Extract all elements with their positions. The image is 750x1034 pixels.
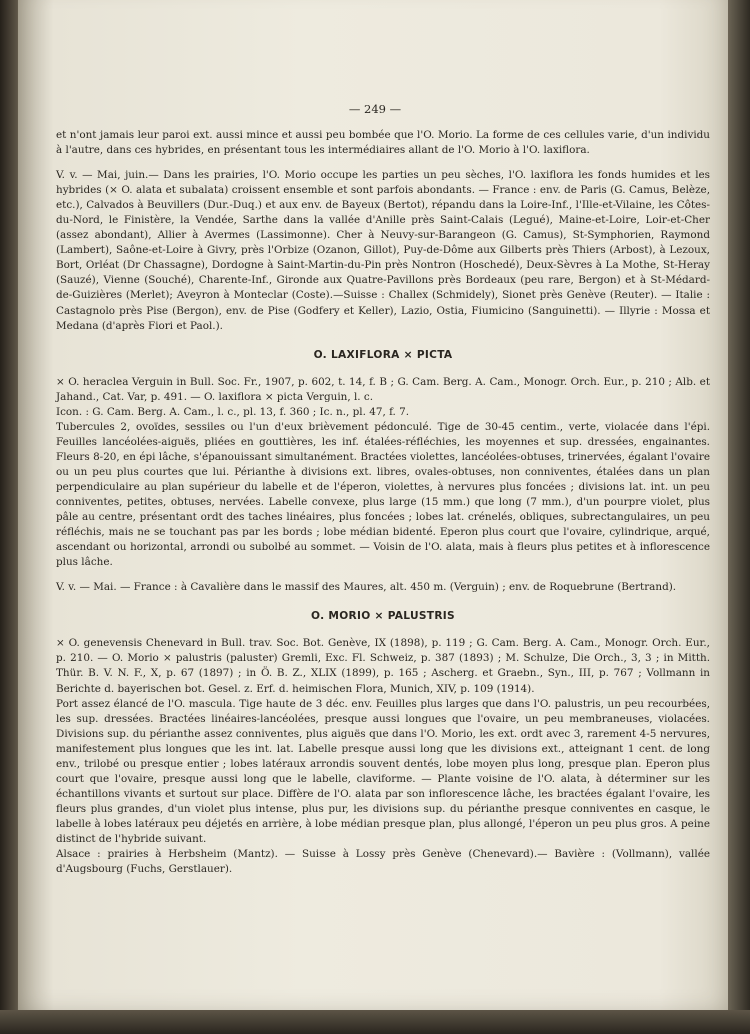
- paragraph: V. v. — Mai, juin.— Dans les prairies, l'O. Morio occupe les parties un peu sèches, l'O. laxiflora les fonds humides et les hybrides (× O. alata et subalata) croissent ensemble et sont parfois abondants. — France : env. de Paris (G. Camus, Belèze, etc.), Calvados à Beuvillers (Dur.-Duq.) et aux env. de Bayeux (Bertot), répandu dans la Loire-Inf., l'Ille-et-Vilaine, les Côtes-du-Nord, le Finistère, la Vendée, Sarthe dans la vallée d'Anille près Saint-Calais (Legué), Maine-et-Loire, Loir-et-Cher (assez abondant), Allier à Avermes (Lassimonne). Cher à Neuvy-sur-Barangeon (G. Camus), St-Symphorien, Raymond (Lambert), Saône-et-Loire à Givry, près l'Orbize (Ozanon, Gillot), Puy-de-Dôme aux Gilberts près Thiers (Arbost), à Lezoux, Bort, Orléat (Dr Chassagne), Dordogne à Saint-Martin-du-Pin près Nontron (Hoschedé), Deux-Sèvres à La Mothe, St-Heray (Sauzé), Vienne (Souché), Charente-Inf., Gironde aux Quatre-Pavillons près Bordeaux (peu rare, Bergon) et à St-Médard-de-Guizières (Merlet); Aveyron à Monteclar (Coste).—Suisse : Challex (Schmidely), Sionet près Genève (Reuter). — Italie : Castagnolo près Pise (Bergon), env. de Pise (Godfery et Keller), Lazio, Ostia, Fiumicino (Sanguinetti). — Illyrie : Mossa et Medana (d'après Fiori et Paol.).: [56, 169, 710, 332]
- paragraph: Tubercules 2, ovoïdes, sessiles ou l'un d'eux brièvement pédonculé. Tige de 30-45 centim., verte, violacée dans l'épi. Feuilles lancéolées-aiguës, pliées en gouttières, les inf. étalées-réfléchies, les moyennes et sup. dressées, engainantes. Fleurs 8-20, en épi lâche, s'épanouissant simultanément. Bractées violettes, lancéolées-obtuses, trinervées, égalant l'ovaire ou un peu plus courtes que lui. Périanthe à divisions ext. libres, ovales-obtuses, non conniventes, étalées dans un plan perpendiculaire au plan supérieur du labelle et de l'éperon, violettes, à nervures plus foncées ; divisions lat. int. un peu conniventes, petites, obtuses, nervées. Labelle convexe, plus large (15 mm.) que long (7 mm.), d'un pourpre violet, plus pâle au centre, présentant ordt des taches linéaires, plus foncées ; lobes lat. crénelés, obliques, subrectangulaires, un peu réfléchis, mais ne se touchant pas par les bords ; lobe médian bidenté. Eperon plus court que l'ovaire, cylindrique, arqué, ascendant ou horizontal, arrondi ou subolbé au sommet. — Voisin de l'O. alata, mais à fleurs plus petites et à inflorescence plus lâche.: [56, 420, 710, 569]
- paragraph: Icon. : G. Cam. Berg. A. Cam., l. c., pl. 13, f. 360 ; Ic. n., pl. 47, f. 7.: [56, 405, 410, 418]
- page-text: [56, 128, 710, 877]
- paragraph: V. v. — Mai. — France : à Cavalière dans le massif des Maures, alt. 450 m. (Verguin) ; env. de Roquebrune (Bertrand).: [56, 581, 677, 594]
- paragraph: Alsace : prairies à Herbsheim (Mantz). — Suisse à Lossy près Genève (Chenevard).— Bavière : (Vollmann), vallée d'Augsbourg (Fuchs, Gerstlauer).: [56, 848, 710, 876]
- section-heading: O. LAXIFLORA × PICTA: [313, 348, 453, 361]
- section-heading: O. MORIO × PALUSTRIS: [311, 610, 455, 623]
- book-cover-edge: [728, 0, 750, 1034]
- paragraph: × O. genevensis Chenevard in Bull. trav. Soc. Bot. Genève, IX (1898), p. 119 ; G. Cam. Berg. A. Cam., Monogr. Orch. Eur., p. 210. — O. Morio × palustris (paluster) Gremli, Exc. Fl. Schweiz, p. 387 (1893) ; M. Schulze, Die Orch., 3, 3 ; in Mitth. Thür. B. V. N. F., X, p. 67 (1897) ; in Ö. B. Z., XLIX (1899), p. 165 ; Ascherg. et Graebn., Syn., III, p. 767 ; Vollmann in Berichte d. bayerischen bot. Gesel. z. Erf. d. heimischen Flora, Munich, XIV, p. 109 (1914).: [56, 637, 710, 695]
- page-number: — 249 —: [348, 102, 402, 116]
- paragraph: Port assez élancé de l'O. mascula. Tige haute de 3 déc. env. Feuilles plus larges que dans l'O. palustris, un peu recourbées, les sup. dressées. Bractées linéaires-lancéolées, presque aussi longues que l'ovaire, un peu membraneuses, violacées. Divisions sup. du périanthe assez conniventes, plus aiguës que dans l'O. Morio, les ext. ordt avec 3, rarement 4-5 nervures, manifestement plus longues que les int. lat. Labelle presque aussi long que les divisions ext., atteignant 1 cent. de long env., trilobé ou presque entier ; lobes latéraux arrondis souvent dentés, lobe moyen plus long, presque plan. Eperon plus court que l'ovaire, presque aussi long que le labelle, claviforme. — Plante voisine de l'O. alata, à déterminer sur les échantillons vivants et surtout sur place. Diffère de l'O. alata par son inflorescence lâche, les bractées égalant l'ovaire, les fleurs plus grandes, d'un violet plus intense, plus pur, les divisions sup. du périanthe presque conniventes en casque, le labelle à lobes latéraux peu déjetés en arrière, à lobe médian presque plan, plus allongé, l'éperon un peu plus gros. A peine distinct de l'hybride suivant.: [56, 697, 710, 845]
- paragraph: × O. heraclea Verguin in Bull. Soc. Fr., 1907, p. 602, t. 14, f. B ; G. Cam. Berg. A. Cam., Monogr. Orch. Eur., p. 210 ; Alb. et Jahand., Cat. Var, p. 491. — O. laxiflora × picta Verguin, l. c.: [56, 375, 710, 403]
- paragraph: et n'ont jamais leur paroi ext. aussi mince et aussi peu bombée que l'O. Morio. La forme de ces cellules varie, d'un individu à l'autre, dans ces hybrides, en présentant tous les intermédiaires allant de l'O. Morio à l'O. laxiflora.: [56, 129, 710, 157]
- book-bottom-edge: [0, 1010, 750, 1034]
